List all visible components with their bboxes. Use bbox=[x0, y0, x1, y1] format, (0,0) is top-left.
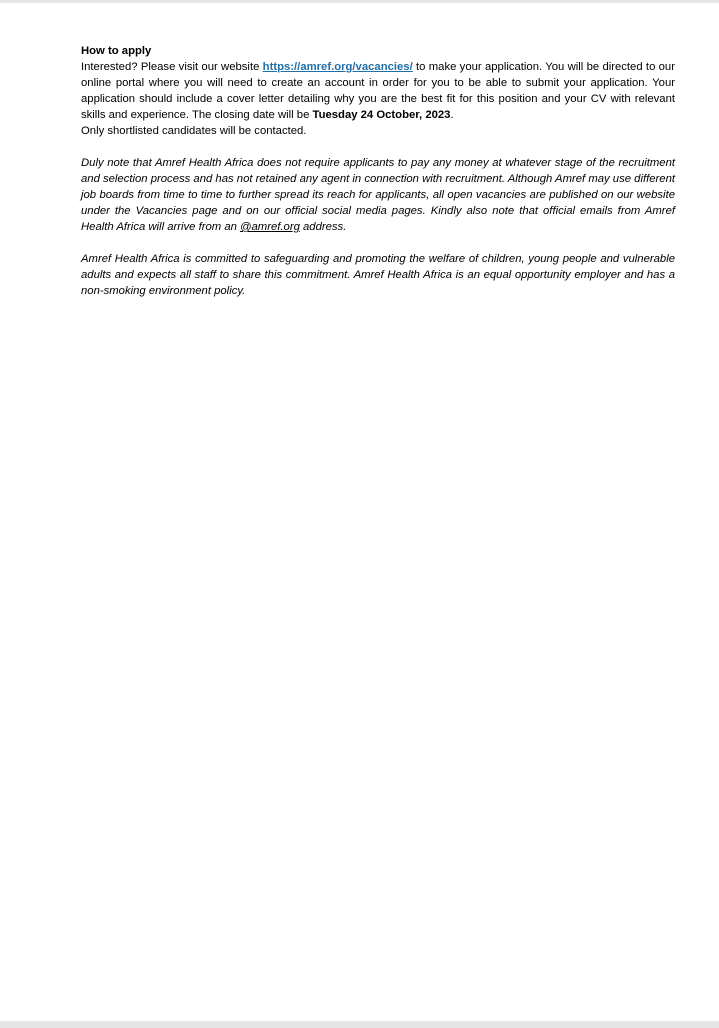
closing-date: Tuesday 24 October, 2023 bbox=[312, 109, 451, 121]
email-domain-link[interactable]: @amref.org bbox=[240, 221, 300, 233]
document-page bbox=[0, 3, 719, 1021]
notice-text-end: address. bbox=[299, 221, 347, 233]
apply-text-intro: Interested? Please visit our website bbox=[81, 61, 263, 73]
notice-paragraph bbox=[81, 155, 675, 235]
shortlist-note: Only shortlisted candidates will be contacted. bbox=[81, 125, 307, 137]
apply-text-end: . bbox=[450, 109, 454, 121]
safeguarding-paragraph: Amref Health Africa is committed to safeguarding and promoting the welfare of children, young people and vulnerable adults and expects all staff to share this commitment. Amref Health Africa is an equal opportunity employer and has a non-smoking environment policy. bbox=[81, 253, 675, 297]
section-heading: How to apply bbox=[81, 45, 152, 57]
vacancies-link[interactable]: https://amref.org/vacancies/ bbox=[262, 61, 413, 73]
apply-text-body: to make your application. You will be directed to our online portal where you will need to create an account in order for you to be able to submit your application. Your application should include a cover letter detailing why you are the best fit for this position and your CV with relevant skills and experience. The closing date will be bbox=[81, 61, 675, 121]
notice-text: Duly note that Amref Health Africa does not require applicants to pay any money at whatever stage of the recruitment and selection process and has not retained any agent in connection with recruitment. Although Amref may use different job boards from time to time to further spread its reach for applicants, all open vacancies are published on our website under the Vacancies page and on our official social media pages. Kindly also note that official emails from Amref Health Africa will arrive from an bbox=[81, 157, 675, 233]
apply-paragraph bbox=[81, 59, 675, 139]
document-content bbox=[81, 43, 675, 315]
